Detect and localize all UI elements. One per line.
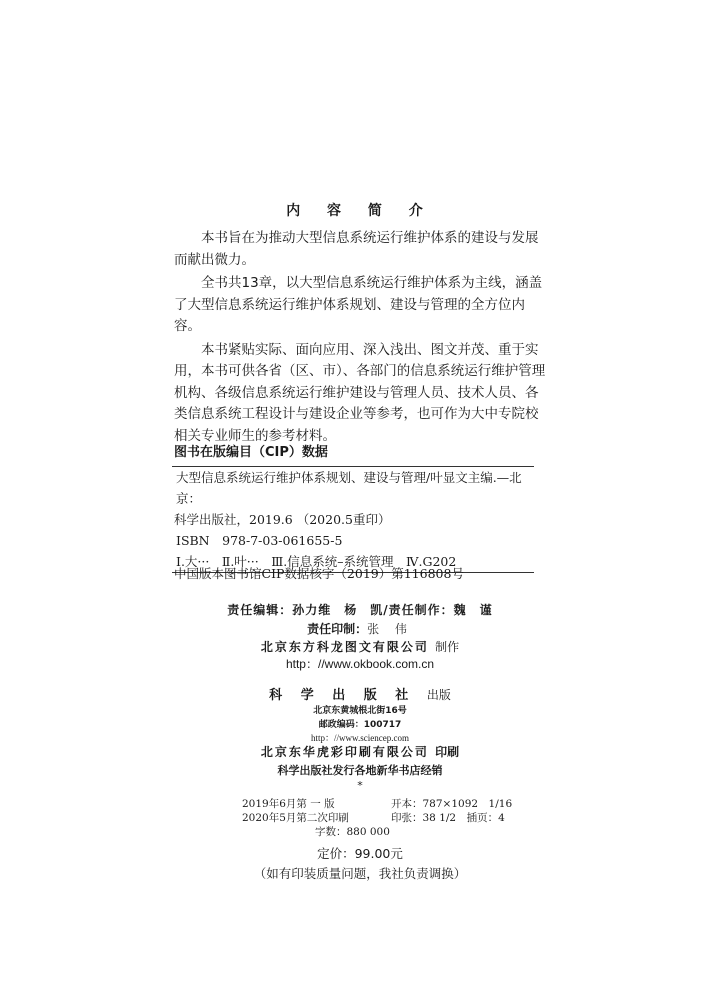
cip-isbn: ISBN 978-7-03-061655-5 [176, 533, 343, 548]
quality-notice: （如有印装质量问题，我社负责调换） [253, 866, 467, 881]
price: 定价：99.00元 [317, 846, 403, 861]
print-supervisor-label: 责任印制： [307, 622, 368, 636]
format-info: 开本：787×1092 1/16 [391, 798, 513, 810]
printer-name: 北京东华虎彩印刷有限公司 [260, 745, 429, 759]
producer-name: 北京东方科龙图文有限公司 [260, 640, 429, 654]
separator-asterisk: * [357, 779, 363, 792]
producer-url: http：//www.okbook.com.cn [285, 657, 435, 671]
summary-paragraph: 全书共13章，以大型信息系统运行维护体系为主线，涵盖了大型信息系统运行维护体系规划、建设与管理的全方位内容。 [174, 275, 543, 334]
publisher-website: http：//www.sciencep.com [311, 733, 409, 743]
producer-line [0, 638, 720, 655]
editors-line: 责任编辑：孙力维 杨 凯/责任制作：魏 谨 [227, 603, 493, 617]
printer-line [0, 743, 720, 760]
sheets-info: 印张：38 1/2 插页：4 [391, 812, 505, 824]
publisher-postcode: 邮政编码：100717 [318, 720, 402, 730]
word-count: 字数：880 000 [315, 826, 390, 838]
cip-heading: 图书在版编目（CIP）数据 [174, 445, 328, 460]
summary-paragraph: 本书紧贴实际、面向应用、深入浅出、图文并茂、重于实用，本书可供各省（区、市）、各部门的信息系统运行维护管理机构、各级信息系统运行维护建设与管理人员、技术人员、各类信息系统工程设计与建设企业等参考，也可作为大中专院校相关专业师生的参考材料。 [174, 341, 546, 444]
printer-suffix: 印刷 [435, 745, 460, 759]
producer-suffix: 制作 [435, 640, 460, 654]
cip-record [172, 466, 534, 573]
publisher-name: 科 学 出 版 社 [269, 688, 416, 703]
cip-title-line: 大型信息系统运行维护体系规划、建设与管理/叶显文主编.—北京： [176, 470, 522, 506]
print-supervisor-name: 张 伟 [367, 622, 413, 636]
summary-paragraph: 本书旨在为推动大型信息系统运行维护体系的建设与发展而献出微力。 [174, 230, 539, 268]
publisher-line [0, 684, 720, 703]
summary-heading: 内 容 简 介 [286, 203, 434, 219]
distribution-line: 科学出版社发行各地新华书店经销 [277, 764, 443, 777]
publisher-address: 北京东黄城根北街16号 [313, 706, 407, 716]
summary-body [174, 228, 550, 449]
edition-info: 2019年6月第 一 版 [242, 798, 335, 810]
cip-publisher-line: 科学出版社，2019.6 （2020.5重印） [174, 512, 391, 527]
cip-classification: Ⅰ.大··· Ⅱ.叶··· Ⅲ.信息系统–系统管理 Ⅳ.G202 [176, 554, 457, 569]
cip-core-number-text: 中国版本图书馆CIP数据核字（2019）第116808号 [174, 566, 464, 581]
print-supervisor-line [0, 620, 720, 637]
cip-core-number [172, 563, 534, 584]
publisher-suffix: 出版 [426, 688, 451, 702]
printing-info: 2020年5月第二次印刷 [242, 812, 349, 824]
